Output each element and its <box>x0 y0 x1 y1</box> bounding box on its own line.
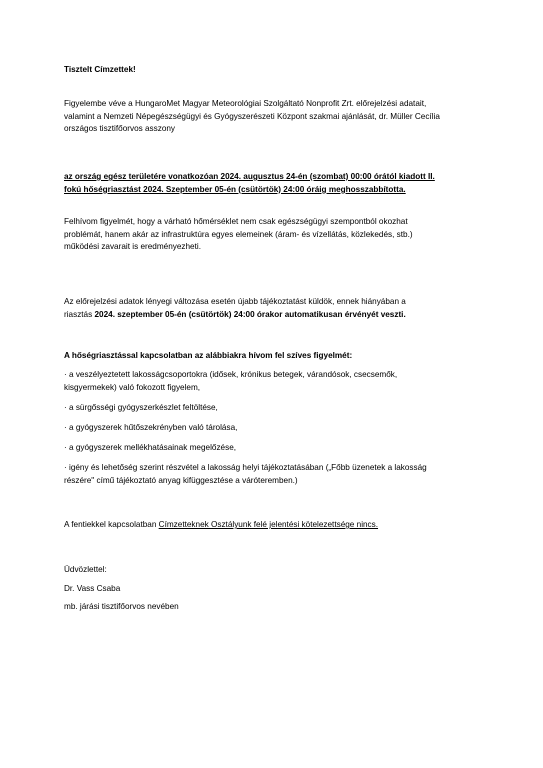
intro-line-1: Figyelembe véve a HungaroMet Magyar Meteorológiai Szolgáltató Nonprofit Zrt. előrejelzési adatait, <box>64 99 427 108</box>
notice-line-2: problémát, hanem akár az infrastruktúra egyes elemeinek (áram- és vízellátás, közlekedés, stb.) <box>64 229 413 239</box>
advice-item-medicine-stock: · a sürgősségi gyógyszerkészlet feltöltése, <box>64 402 218 412</box>
advice-item-refrigerated-storage: · a gyógyszerek hűtőszekrényben való tárolása, <box>64 422 238 432</box>
signer-name <box>64 583 484 596</box>
intro-line-3: országos tisztifőorvos asszony <box>64 124 176 134</box>
notice-paragraph <box>64 216 484 254</box>
advice-item-public-information <box>64 462 489 487</box>
advice-heading <box>64 350 484 363</box>
intro-line-2: valamint a Nemzeti Népegészségügyi és Gyógyszerészeti Központ szakmai ajánlását, dr. Müller Cecília <box>64 111 440 121</box>
advice-heading-text: A hőségriasztással kapcsolatban az alábbiakra hívom fel szíves figyelmét: <box>64 351 353 360</box>
validity-line-2 <box>64 309 484 322</box>
signer-title <box>64 601 484 614</box>
notice-line-3: működési zavarait is eredményezheti. <box>64 242 201 252</box>
validity-paragraph <box>64 296 484 321</box>
validity-deadline: 2024. szeptember 05-én (csütörtök) 24:00 órakor automatikusan érvényét veszti. <box>94 309 406 319</box>
signer-name-text: Dr. Vass Csaba <box>64 584 121 593</box>
decision-line-1: az ország egész területére vonatkozóan 2024. augusztus 24-én (szombat) 00:00 órától kiadott II. <box>64 172 435 181</box>
signer-title-text: mb. járási tisztifőorvos nevében <box>64 602 179 611</box>
reporting-paragraph <box>64 519 484 532</box>
advice-item-5-line-1: · igény és lehetőség szerint részvétel a lakosság helyi tájékoztatásában („Főbb üzenetek a lakosság <box>64 463 427 473</box>
advice-item-1-line-1: · a veszélyeztetett lakosságcsoportokra (idősek, krónikus betegek, várandósok, csecsemők, <box>64 370 398 379</box>
validity-prefix: riasztás <box>64 309 95 319</box>
greeting-text: Üdvözlettel: <box>64 565 107 574</box>
salutation-text: Tisztelt Címzettek! <box>64 65 136 74</box>
advice-list <box>64 369 489 495</box>
reporting-obligation: Címzetteknek Osztályunk felé jelentési kötelezettsége nincs. <box>158 520 379 529</box>
intro-paragraph <box>64 98 484 136</box>
advice-item-side-effects: · a gyógyszerek mellékhatásainak megelőzése, <box>64 443 237 453</box>
closing-greeting <box>64 564 484 577</box>
reporting-prefix: A fentiekkel kapcsolatban <box>64 520 159 529</box>
salutation <box>64 64 484 77</box>
reporting-line <box>64 519 484 532</box>
decision-paragraph <box>64 171 484 196</box>
advice-item-1-line-2: kisgyermekek) való fokozott figyelem, <box>64 382 201 392</box>
advice-item-vulnerable-groups <box>64 369 489 394</box>
advice-item-5-line-2: részére" című tájékoztató anyag kifüggesztése a váróteremben.) <box>64 475 298 485</box>
notice-line-1: Felhívom figyelmét, hogy a várható hőmérséklet nem csak egészségügyi szempontból okozhat <box>64 217 408 226</box>
validity-line-1: Az előrejelzési adatok lényegi változása esetén újabb tájékoztatást küldök, ennek hiányában a <box>64 297 406 306</box>
decision-line-2: fokú hőségriasztást 2024. Szeptember 05-én (csütörtök) 24:00 óráig meghosszabbította. <box>64 184 406 194</box>
